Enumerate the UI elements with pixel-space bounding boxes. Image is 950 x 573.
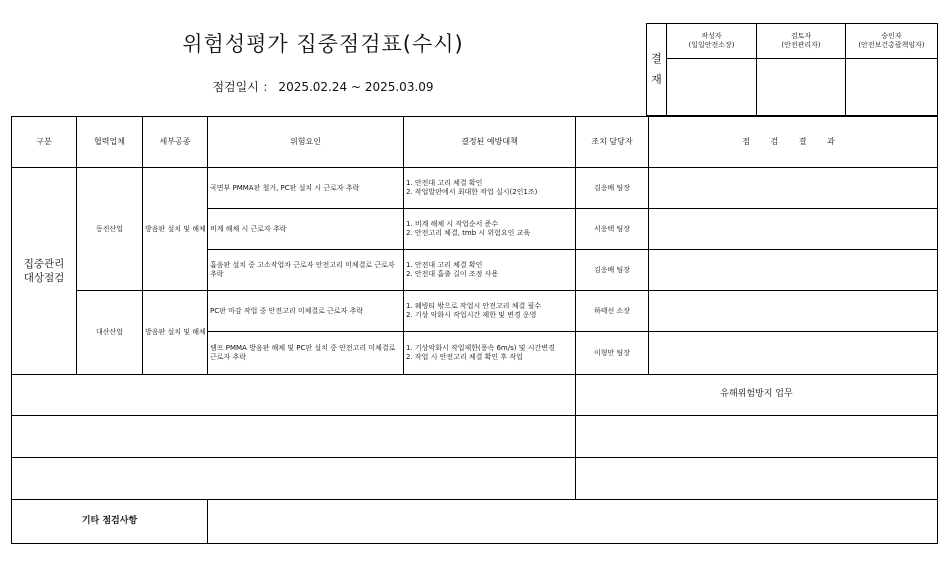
approval-box [646, 23, 938, 116]
approval-role-reviewer [757, 24, 846, 59]
role-title: 작성자 [701, 32, 722, 41]
role-sub: (일일안전소장) [688, 41, 735, 49]
blank-cell[interactable] [12, 458, 576, 500]
category-cell [12, 168, 77, 375]
blank-cell[interactable] [576, 416, 938, 458]
result-cell[interactable] [649, 250, 938, 291]
risk-cell: 램프 PMMA 방음판 해체 및 PC판 설치 중 안전고리 미체결로 근로자 추락 [208, 332, 404, 375]
approval-role-writer [667, 24, 757, 59]
measures-cell: 1. 기상악화시 작업제한(풍속 6m/s) 및 시간변경 2. 작업 시 안전고리 체결 확인 후 작업 [404, 332, 576, 375]
result-cell[interactable] [649, 209, 938, 250]
blank-row [12, 458, 938, 500]
company-cell: 동진산업 [77, 168, 143, 291]
company-cell: 대산산업 [77, 291, 143, 375]
role-sub: (안전관리자) [781, 41, 821, 49]
header-person: 조치 담당자 [576, 117, 649, 168]
header-result: 점 검 결 과 [649, 117, 938, 168]
role-title: 검토자 [790, 32, 812, 41]
person-cell: 김응배 팀장 [576, 168, 649, 209]
table-row [12, 168, 938, 209]
signature-approver[interactable] [846, 59, 938, 116]
harmful-row [12, 375, 938, 416]
inspection-table [11, 116, 938, 544]
header-measures: 결정된 예방대책 [404, 117, 576, 168]
category-label: 집중관리 대상점검 [23, 257, 65, 284]
signature-reviewer[interactable] [757, 59, 846, 116]
header-work: 세부공종 [143, 117, 208, 168]
measures-cell: 1. 안전대 고리 체결 확인 2. 작업발판에서 최대한 작업 실시(2인1조) [404, 168, 576, 209]
signature-writer[interactable] [667, 59, 757, 116]
header-category: 구분 [12, 117, 77, 168]
risk-cell: PC판 마감 작업 중 안전고리 미체결로 근로자 추락 [208, 291, 404, 332]
blank-cell[interactable] [12, 375, 576, 416]
result-cell[interactable] [649, 168, 938, 209]
work-cell: 방음판 설치 및 해체 [143, 291, 208, 375]
inspection-date: 점검일시 ： 2025.02.24 ~ 2025.03.09 [212, 80, 434, 94]
work-cell: 방음판 설치 및 해체 [143, 168, 208, 291]
person-cell: 이형만 팀장 [576, 332, 649, 375]
risk-cell: 곡면부 PMMA판 철거, PC판 설치 시 근로자 추락 [208, 168, 404, 209]
measures-cell: 1. 안전대 고리 체결 확인 2. 안전대 흡출 길이 조정 사용 [404, 250, 576, 291]
person-cell: 김응배 팀장 [576, 250, 649, 291]
result-cell[interactable] [649, 291, 938, 332]
risk-cell: 비계 해체 시 근로자 추락 [208, 209, 404, 250]
measures-cell: 1. 웨빙티 밖으로 작업시 안전고리 체결 필수 2. 기상 악화시 작업시간 제한 및 변경 운영 [404, 291, 576, 332]
person-cell: 하태선 소장 [576, 291, 649, 332]
etc-label: 기타 점검사항 [12, 500, 208, 544]
etc-content[interactable] [208, 500, 938, 544]
blank-row [12, 416, 938, 458]
approval-label [647, 24, 667, 116]
page-title: 위험성평가 집중점검표(수시) [182, 32, 464, 56]
result-cell[interactable] [649, 332, 938, 375]
role-title: 승인자 [881, 32, 902, 41]
blank-cell[interactable] [12, 416, 576, 458]
header-company: 협력업체 [77, 117, 143, 168]
risk-cell: 흡음판 설치 중 고소작업차 근로자 안전고리 미체결로 근로자 추락 [208, 250, 404, 291]
approval-char-1: 결 [651, 51, 662, 65]
measures-cell: 1. 비계 해체 시 작업순서 준수 2. 안전고리 체결, tmb 시 위험요인 교육 [404, 209, 576, 250]
role-sub: (안전보건총괄책임자) [858, 41, 925, 49]
approval-role-approver [846, 24, 938, 59]
etc-row [12, 500, 938, 544]
person-cell: 서응택 팀장 [576, 209, 649, 250]
approval-char-2: 재 [651, 72, 662, 86]
header-risk: 위험요인 [208, 117, 404, 168]
table-row [12, 291, 938, 332]
blank-cell[interactable] [576, 458, 938, 500]
harmful-label: 유해위험방지 업무 [576, 375, 938, 416]
